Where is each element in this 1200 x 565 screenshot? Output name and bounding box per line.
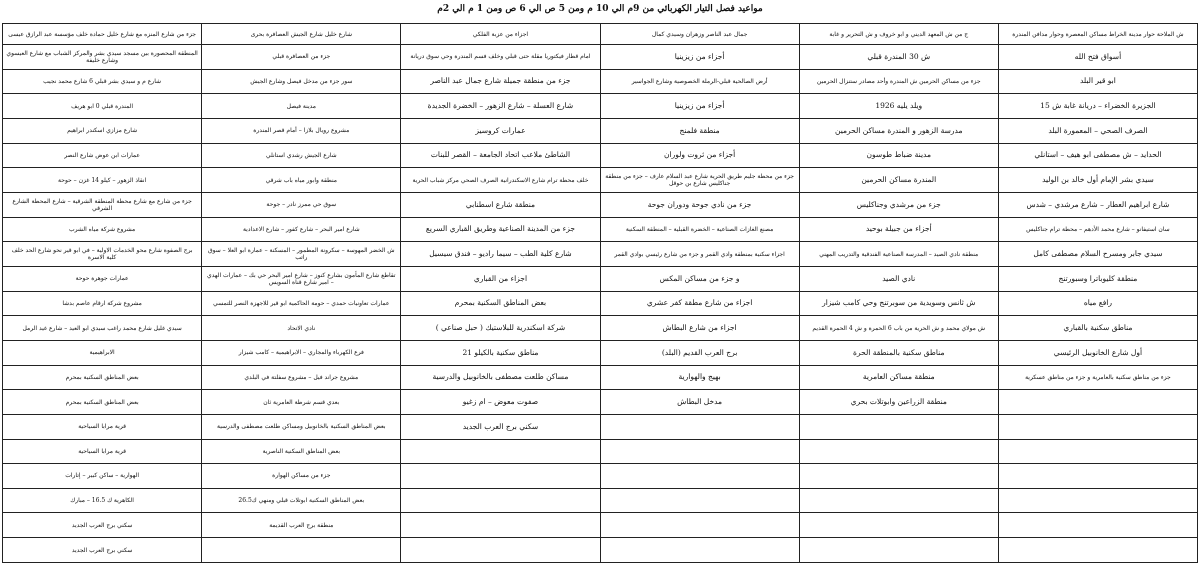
table-cell	[202, 538, 401, 563]
table-cell: جزء من منطقة جميلة شارع جمال عبد الناصر	[401, 69, 600, 94]
table-row	[3, 439, 1198, 464]
table-row	[3, 390, 1198, 415]
table-cell	[998, 464, 1197, 489]
table-cell: بعض المناطق السكنية بالخانوبيل ومساكن طلعت مصطفى والدرسية	[202, 414, 401, 439]
table-cell: منطقة وابور مياه باب شرقي	[202, 168, 401, 193]
header-row	[3, 24, 1198, 45]
table-cell: الشاطئ ملاعب اتحاد الجامعة – القصر للبنات	[401, 143, 600, 168]
table-row	[3, 513, 1198, 538]
table-cell: مناطق سكنية بالمنطقة الحرة	[799, 340, 998, 365]
table-cell: مشروع جراند فيل – مشروع سفلتة في البلدي	[202, 365, 401, 390]
table-cell: مدينة ضباط طوسون	[799, 143, 998, 168]
table-cell	[998, 513, 1197, 538]
table-cell: شارع مزازي اسكندر ابراهيم	[3, 118, 202, 143]
table-row	[3, 168, 1198, 193]
table-cell: سوق حي ممرز نادر – جوحة	[202, 192, 401, 217]
table-cell: منطقة مساكن العامرية	[799, 365, 998, 390]
table-cell	[998, 390, 1197, 415]
table-cell: سكني برج العرب الجديد	[3, 513, 202, 538]
table-cell: عمارات كروسيز	[401, 118, 600, 143]
table-cell: منطقة شارع اسطنابي	[401, 192, 600, 217]
table-cell: منطقة نادي الصيد – المدرسة الصناعية الفندقية والتدريب المهني	[799, 242, 998, 267]
table-cell: سكني برج العرب الجديد	[401, 414, 600, 439]
table-row	[3, 538, 1198, 563]
table-cell: شارع م و سيدي بشر قبلي 6 شارع محمد نجيب	[3, 69, 202, 94]
table-cell	[998, 439, 1197, 464]
table-cell	[600, 439, 799, 464]
table-cell: أجزاء من زيزينيا	[600, 94, 799, 119]
table-cell: جزء من شارع مع شارع محطة المنطقة الشرقية – شارع المحطة الشارع الشرقي	[3, 192, 202, 217]
table-cell	[600, 538, 799, 563]
table-cell: اجزاء من القباري	[401, 266, 600, 291]
table-cell: سيدي بشر الإمام أول خالد بن الوليد	[998, 168, 1197, 193]
column-header: ش الملاحة حوار مدينة الخراط مساكن المعصرة وحوار مدافن المندرة	[998, 24, 1197, 45]
table-cell: بعض المناطق السكنية ابوتلات قبلي ومنهي ك26.5	[202, 488, 401, 513]
table-cell: منطقة برج العرب القديمة	[202, 513, 401, 538]
table-cell: الهوارية – ساكن كبير – إتارات	[3, 464, 202, 489]
table-row	[3, 266, 1198, 291]
table-cell	[799, 513, 998, 538]
table-cell: عمارات ابن عوض شارع النصر	[3, 143, 202, 168]
table-cell: جزء من العصافرة قبلي	[202, 45, 401, 70]
table-cell	[799, 488, 998, 513]
table-cell: انقاذ الزهور – كيلو 14 غزن – حوحة	[3, 168, 202, 193]
table-row	[3, 340, 1198, 365]
table-cell: بعض المناطق السكنية بمحرم	[3, 365, 202, 390]
column-header: شارع خليل شارع الجيش العصافرة بحرى	[202, 24, 401, 45]
table-cell: منطقة الزراعين وابوتلات بحري	[799, 390, 998, 415]
table-cell: شارع امير البحر – شارع كفور – شارع الاعدادية	[202, 217, 401, 242]
table-cell: أول شارع الخانوبيل الرئيسي	[998, 340, 1197, 365]
table-cell: جزء من مناطق سكنية بالعامرية و جزء من مناطق عسكرية	[998, 365, 1197, 390]
table-cell	[401, 513, 600, 538]
table-cell: امام قطار فيكتوريا مقلة حتى قبلي وخلف فسم المندرة وحي سوق دريانة	[401, 45, 600, 70]
table-cell	[401, 538, 600, 563]
table-cell	[799, 439, 998, 464]
table-cell: مدينة فيصل	[202, 94, 401, 119]
table-cell	[600, 488, 799, 513]
table-cell	[401, 439, 600, 464]
table-cell: عمارات جوهرة حوحة	[3, 266, 202, 291]
table-cell: جزء من مساكن الهوارة	[202, 464, 401, 489]
table-cell	[401, 464, 600, 489]
table-cell: أرض الصالحية قبلي-الرملة الخصوصية وشارع الجواسير	[600, 69, 799, 94]
column-header: جمال عبد الناصر وزهران وسيدي كمال	[600, 24, 799, 45]
table-cell: بعض المناطق السكنية الناصرية	[202, 439, 401, 464]
table-cell: شركة اسكندرية للبلاستيك ( حبل صناعي )	[401, 316, 600, 341]
table-cell	[799, 538, 998, 563]
table-cell: ويلد يليه 1926	[799, 94, 998, 119]
table-cell: الصرف الصحي – المعمورة البلد	[998, 118, 1197, 143]
table-cell: بعدي قسم شرطة العامرية ثان	[202, 390, 401, 415]
table-cell: سيدي جابر ومسرح السلام مصطفى كامل	[998, 242, 1197, 267]
table-cell: رافع مياه	[998, 291, 1197, 316]
table-cell: نادي الصيد	[799, 266, 998, 291]
table-row	[3, 488, 1198, 513]
table-cell: أسواق فتح الله	[998, 45, 1197, 70]
table-row	[3, 414, 1198, 439]
table-row	[3, 192, 1198, 217]
table-row	[3, 118, 1198, 143]
table-row	[3, 242, 1198, 267]
table-cell	[799, 414, 998, 439]
table-cell: مصنع الغازات الصناعية – الخضرة القبلية – المنطقة السكنية	[600, 217, 799, 242]
table-cell: ش مولاي محمد و ش الحرية من باب 6 الحمرة و ش 4 الحمرة القديم	[799, 316, 998, 341]
table-cell	[799, 464, 998, 489]
table-cell: قرية مرابا السياحية	[3, 439, 202, 464]
table-cell	[998, 414, 1197, 439]
table-cell: أجزاء من زيزينيا	[600, 45, 799, 70]
table-row	[3, 94, 1198, 119]
table-cell: مناطق سكنية بالكيلو 21	[401, 340, 600, 365]
table-cell: برج العرب القديم (البلد)	[600, 340, 799, 365]
table-cell: مناطق سكنية بالقباري	[998, 316, 1197, 341]
table-cell: سان استيفانو – شارع محمد الأدهم – محطة ترام جناكليس	[998, 217, 1197, 242]
table-row	[3, 464, 1198, 489]
table-cell	[998, 538, 1197, 563]
table-row	[3, 217, 1198, 242]
table-cell: ابو قير البلد	[998, 69, 1197, 94]
table-row	[3, 69, 1198, 94]
column-header: اجزاء من عزبة الفلكي	[401, 24, 600, 45]
table-cell: جزء من محطة جليم طريق الحرية شارع عبد السلام عارف – جزء من منطقة جناكليس شارع بن حوقل	[600, 168, 799, 193]
table-cell	[600, 414, 799, 439]
table-cell: المندرة مساكن الحرمين	[799, 168, 998, 193]
table-cell: مدخل البطاش	[600, 390, 799, 415]
table-cell: الكاهرية ك 16.5 – مبارك	[3, 488, 202, 513]
table-cell: ش الخضر المهوسة – سكرونة المطمور – المسكنة – عمارة ابو العلا – سوق راتب	[202, 242, 401, 267]
table-cell: الابراهيمية	[3, 340, 202, 365]
column-header: ج من ش المعهد الديني و ابو خروف و ش التحرير و غابة	[799, 24, 998, 45]
table-cell: ش 30 المندرة قبلي	[799, 45, 998, 70]
table-cell: مشروع شركة مياه الشرب	[3, 217, 202, 242]
page-title: مواعيد فصل التيار الكهربائي من 9م الي 10 م ومن 5 ص الي 6 ص ومن 1 م الي 2م	[437, 4, 763, 14]
table-cell: شارع ابراهيم العطار – شارع مرشدي – شدس	[998, 192, 1197, 217]
table-cell	[600, 464, 799, 489]
table-cell: منطقة كليوباترا وسبورتنج	[998, 266, 1197, 291]
column-header: جزء من شارع المنزه مع شارع خليل حمادة خلف مؤسسة عبد الرازق عيسى	[3, 24, 202, 45]
table-cell: المندرة قبلي 0 ابو هريف	[3, 94, 202, 119]
table-cell: نادي الاتحاد	[202, 316, 401, 341]
table-cell: عمارات تعاونيات حمدي – حومة الحاكمية ابو قير للاجهزة النصر للتمسي	[202, 291, 401, 316]
table-cell: مشروع شركة ارقام عاصم بدشا	[3, 291, 202, 316]
table-cell: ش ثانس وسويدية من سوبرتنج وحي كامب شيزار	[799, 291, 998, 316]
table-cell	[998, 488, 1197, 513]
table-cell: سكني برج العرب الجديد	[3, 538, 202, 563]
table-cell: الجزيرة الخضراء – دريانة غابة ش 15	[998, 94, 1197, 119]
table-row	[3, 143, 1198, 168]
table-row	[3, 45, 1198, 70]
table-cell: مدرسة الزهور و المندرة مساكن الحرمين	[799, 118, 998, 143]
table-cell: اجزاء سكنية بمنطقة وادي القمر و جزء من شارع رئيسي بوادي القمر	[600, 242, 799, 267]
schedule-body	[3, 45, 1198, 563]
table-row	[3, 316, 1198, 341]
table-cell: الحدايد – ش مصطفى ابو هيف – استانلي	[998, 143, 1197, 168]
table-cell: مشروع رويال بلازا – أمام قصر المندرة	[202, 118, 401, 143]
table-cell: جزء من مرشدي وجناكليس	[799, 192, 998, 217]
table-cell: قرية مرابا السياحية	[3, 414, 202, 439]
table-cell: أجزاء من ثروت ولوران	[600, 143, 799, 168]
table-cell: تقاطع شارع المأمون بشارع كنوز – شارع امير البحر حي بك – عمارات الهدي – امير شارع قناة السويس	[202, 266, 401, 291]
table-cell: منطقة فلمنج	[600, 118, 799, 143]
table-row	[3, 291, 1198, 316]
schedule-table	[2, 23, 1198, 563]
table-cell: شارع العسلة – شارع الزهور – الخضرة الجديدة	[401, 94, 600, 119]
table-cell: المنطقة المحصورة بين مسجد سيدي بشر والمركز الشباب مع شارع العيسوي وشارع خليفة	[3, 45, 202, 70]
table-cell: بعض المناطق السكنية بمحرم	[3, 390, 202, 415]
table-cell: أجزاء من جبيلة بوحيد	[799, 217, 998, 242]
table-cell: برج الصفوة شارع محو الخدمات الاولية – في ابو قير نحو شارع الحد خلف كلية الاسرة	[3, 242, 202, 267]
table-cell: شارع كلية الطب – سيما راديو – فندق سيسيل	[401, 242, 600, 267]
table-cell: و جزء من مساكن المكس	[600, 266, 799, 291]
table-cell: بعض المناطق السكنية بمحرم	[401, 291, 600, 316]
table-cell: جزء من المدينة الصناعية وطريق القباري السريع	[401, 217, 600, 242]
table-cell: فرع الكهرباء والمجاري – الابراهيمية – كامب شيزار	[202, 340, 401, 365]
table-cell: سور جزء من مدخل فيصل وشارع الجيش	[202, 69, 401, 94]
table-cell: مساكن طلعت مصطفى بالخانوبيل والدرسية	[401, 365, 600, 390]
table-cell: اجزاء من شارع مطقة كفر عشري	[600, 291, 799, 316]
table-cell: اجزاء من شارع البطاش	[600, 316, 799, 341]
table-cell: سيدي غليل شارع محمد راغب سيدي ابو العيد – شارع غيد الرمل	[3, 316, 202, 341]
table-cell: شارع الجيش رشدي استانلي	[202, 143, 401, 168]
table-cell	[600, 513, 799, 538]
table-cell: بهيج والهوارية	[600, 365, 799, 390]
table-cell: جزء من مساكن الحرمين ش المندرة وأحد مصادر ستنزال الحرمين	[799, 69, 998, 94]
table-cell	[401, 488, 600, 513]
table-cell: جزء من نادي جوحة ودوران جوحة	[600, 192, 799, 217]
table-row	[3, 365, 1198, 390]
table-cell: صفوت معوض – ام زغيو	[401, 390, 600, 415]
table-cell: خلف محطة ترام شارع الاسكندرانية الصرف الصحي مركز شباب الحرية	[401, 168, 600, 193]
